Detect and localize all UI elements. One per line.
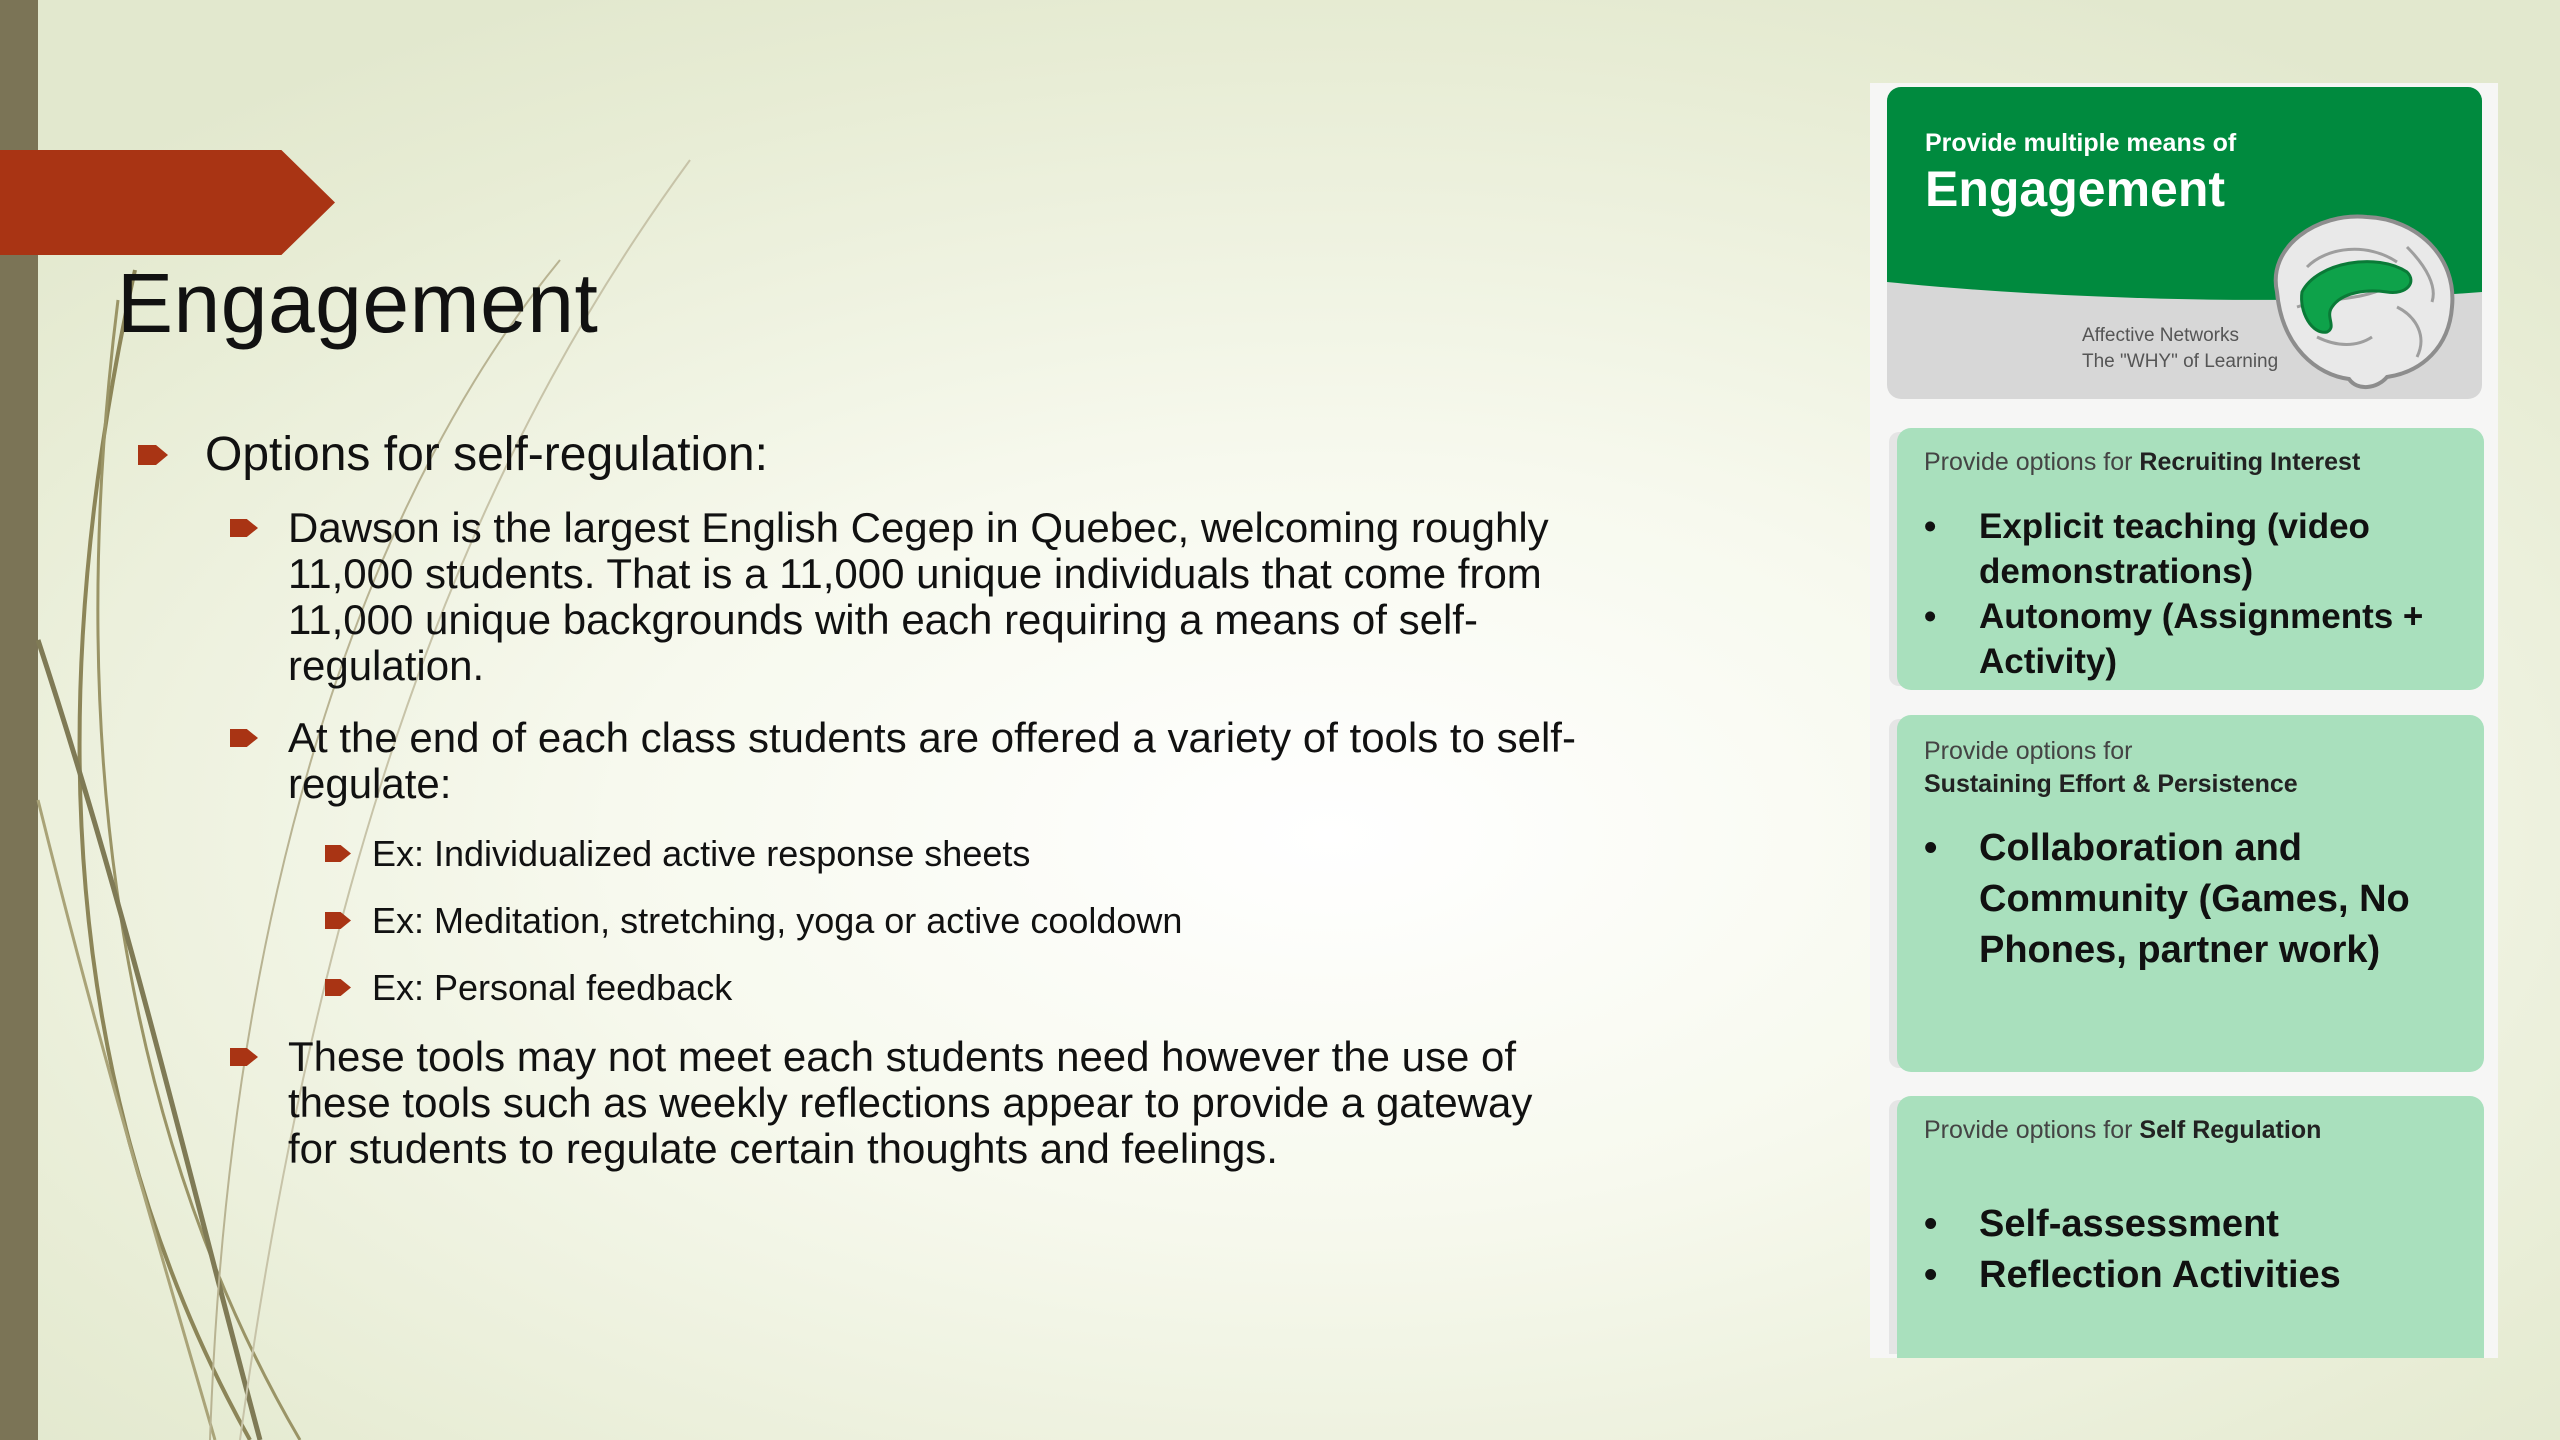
arrow-bullet-icon <box>138 445 168 465</box>
bullet-text: Dawson is the largest English Cegep in Quebec, welcoming roughly 11,000 students. That is a 11,000 unique individuals that come from 11,000 unique backgrounds with each requiring a means of self-regulation. <box>288 504 1549 689</box>
list-item: • Self-assessment <box>1924 1199 2464 1250</box>
card-heading: Provide options for Sustaining Effort & Persistence <box>1924 737 2298 798</box>
arrow-bullet-icon <box>325 979 351 996</box>
brain-icon <box>2257 207 2462 392</box>
engagement-header-card <box>1887 87 2482 399</box>
header-caption-networks: Affective Networks <box>2082 325 2239 346</box>
arrow-bullet-icon <box>230 519 258 537</box>
bullet-text: Options for self-regulation: <box>205 428 768 481</box>
card-self-regulation <box>1897 1096 2484 1358</box>
list-item: • Collaboration and Community (Games, No Phones, partner work) <box>1924 823 2464 976</box>
bullet-item <box>130 833 1590 875</box>
bullet-item <box>130 1034 1590 1172</box>
bullet-item <box>130 900 1590 942</box>
bullet-list <box>130 425 1590 1198</box>
list-item: • Autonomy (Assignments + Activity) <box>1924 594 2464 684</box>
list-item: • Reflection Activities <box>1924 1250 2464 1301</box>
card-list <box>1924 504 2464 684</box>
card-list <box>1924 1199 2464 1301</box>
bullet-item <box>130 505 1590 689</box>
bullet-text: These tools may not meet each students need however the use of these tools such as weekly reflections appear to provide a gateway for students to regulate certain thoughts and feelings. <box>288 1033 1533 1172</box>
list-item: • Explicit teaching (video demonstrations) <box>1924 504 2464 594</box>
bullet-text: At the end of each class students are offered a variety of tools to self-regulate: <box>288 714 1576 807</box>
header-caption-why: The "WHY" of Learning <box>2082 351 2279 372</box>
bullet-item <box>130 425 1590 485</box>
header-title: Engagement <box>1925 161 2226 217</box>
arrow-bullet-icon <box>230 729 258 747</box>
arrow-bullet-icon <box>230 1048 258 1066</box>
bullet-text: Ex: Meditation, stretching, yoga or active cooldown <box>372 900 1183 941</box>
card-list <box>1924 823 2464 976</box>
header-subtitle: Provide multiple means of <box>1925 129 2237 157</box>
udl-engagement-panel <box>1870 83 2498 1358</box>
card-heading: Provide options for Self Regulation <box>1924 1116 2322 1144</box>
card-recruiting-interest <box>1897 428 2484 690</box>
arrow-bullet-icon <box>325 912 351 929</box>
card-sustaining-effort <box>1897 715 2484 1072</box>
bullet-item <box>130 715 1590 807</box>
bullet-text: Ex: Individualized active response sheets <box>372 833 1031 874</box>
bullet-item <box>130 967 1590 1009</box>
bullet-text: Ex: Personal feedback <box>372 967 733 1008</box>
card-heading: Provide options for Recruiting Interest <box>1924 448 2361 476</box>
arrow-bullet-icon <box>325 845 351 862</box>
slide-title: Engagement <box>117 256 599 350</box>
